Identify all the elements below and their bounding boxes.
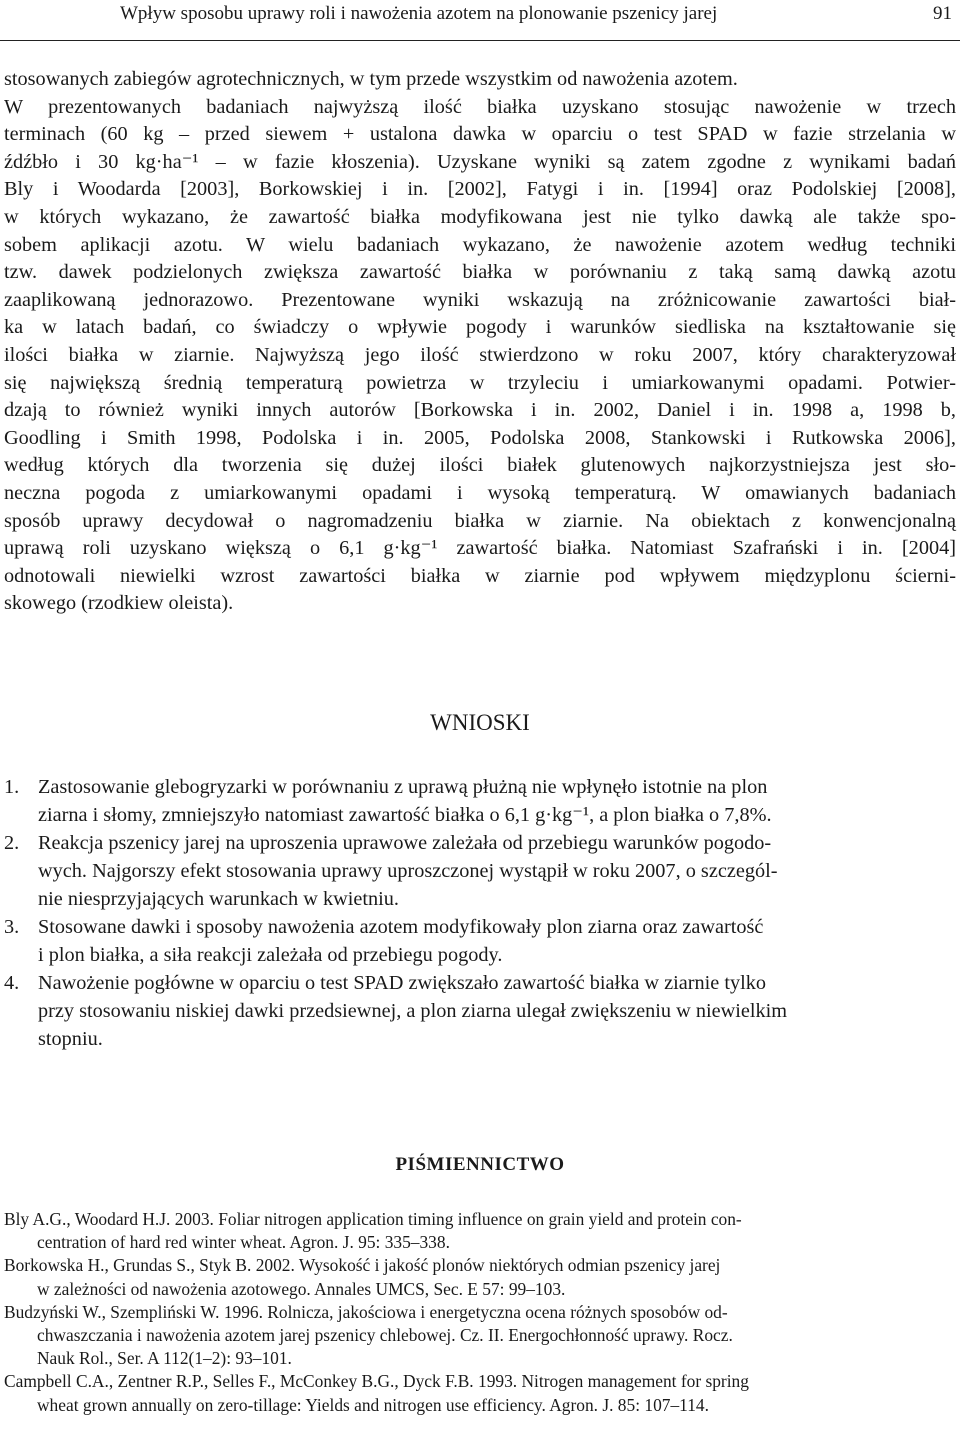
reference-entry	[4, 1301, 956, 1371]
paragraph-line: Bly i Woodarda [2003], Borkowskiej i in. [2002], Fatygi i in. [1994] oraz Podolskiej [2008],	[4, 178, 956, 201]
reference-line: Bly A.G., Woodard H.J. 2003. Foliar nitrogen application timing influence on grain yield and protein con-	[4, 1209, 742, 1229]
body-paragraph	[4, 66, 956, 618]
reference-entry	[4, 1370, 956, 1416]
conclusion-line: i plon białka, a siła reakcji zależała od przebiegu pogody.	[38, 944, 503, 966]
conclusion-item	[4, 969, 956, 1053]
paragraph-line: terminach (60 kg – przed siewem + ustalona dawka w oparciu o test SPAD w fazie strzelania w	[4, 123, 956, 146]
reference-line: Nauk Rol., Ser. A 112(1–2): 93–101.	[37, 1348, 292, 1369]
running-title: Wpływ sposobu uprawy roli i nawożenia azotem na plonowanie pszenicy jarej	[120, 3, 718, 24]
running-header	[0, 0, 960, 41]
conclusion-item	[4, 829, 956, 913]
paragraph-line: W prezentowanych badaniach najwyższą ilość białka uzyskano stosując nawożenie w trzech	[4, 95, 956, 118]
paragraph-line: tzw. dawek podzielonych zwiększa zawartość białka w porównaniu z taką samą dawką azotu	[4, 261, 956, 284]
conclusions-list	[4, 773, 956, 1053]
paragraph-line: ka w latach badań, co świadczy o wpływie pogody i warunków siedliska na kształtowanie się	[4, 316, 956, 339]
paragraph-line: skowego (rzodkiew oleista).	[4, 592, 234, 615]
conclusion-line: stopniu.	[38, 1028, 103, 1050]
conclusion-number: 1.	[4, 776, 20, 798]
conclusion-line: Reakcja pszenicy jarej na uproszenia uprawowe zależała od przebiegu warunków pogodo-	[38, 832, 772, 854]
paragraph-line: ilości białka w ziarnie. Najwyższą jego ilość stwierdzono w roku 2007, który charakteryzował	[4, 343, 956, 366]
paragraph-line: neczna pogoda z umiarkowanymi opadami i wysoką temperaturą. W omawianych badaniach	[4, 481, 956, 504]
references-heading: PIŚMIENNICTWO	[395, 1154, 565, 1175]
paragraph-line: dzają to również wyniki innych autorów [Borkowska i in. 2002, Daniel i in. 1998 a, 1998 b,	[4, 399, 956, 422]
paragraph-line: uprawą roli uzyskano większą o 6,1 g·kg⁻¹ zawartość białka. Natomiast Szafrański i in. [2004]	[4, 537, 956, 560]
reference-line: wheat grown annually on zero-tillage: Yields and nitrogen use efficiency. Agron. J. 85: 107–114.	[37, 1394, 709, 1415]
reference-line: Borkowska H., Grundas S., Styk B. 2002. Wysokość i jakość plonów niektórych odmian pszenicy jarej	[4, 1255, 721, 1276]
paragraph-line: Goodling i Smith 1998, Podolska i in. 2005, Podolska 2008, Stankowski i Rutkowska 2006],	[4, 426, 956, 449]
conclusion-number: 3.	[4, 916, 20, 938]
paragraph-line: w których wykazano, że zawartość białka modyfikowana jest nie tylko dawką ale także spo-	[4, 205, 956, 228]
conclusion-item	[4, 773, 956, 829]
paragraph-line: stosowanych zabiegów agrotechnicznych, w tym przede wszystkim od nawożenia azotem.	[4, 68, 738, 90]
reference-line: chwaszczania i nawożenia azotem jarej pszenicy chlebowej. Cz. II. Energochłonność uprawy. Rocz.	[37, 1324, 733, 1345]
reference-line: Budzyński W., Szempliński W. 1996. Rolnicza, jakościowa i energetyczna ocena różnych sposobów od-	[4, 1301, 728, 1322]
paragraph-line: według których dla tworzenia się dużej ilości białek glutenowych najkorzystniejsza jest sło-	[4, 454, 956, 477]
conclusion-line: nie niesprzyjających warunkach w kwietniu.	[38, 888, 399, 910]
conclusion-number: 2.	[4, 832, 20, 854]
conclusion-line: Nawożenie pogłówne w oparciu o test SPAD zwiększało zawartość białka w ziarnie tylko	[38, 972, 767, 994]
paragraph-line: źdźbło i 30 kg·ha⁻¹ – w fazie kłoszenia). Uzyskane wyniki są zatem zgodne z wynikami badań	[4, 150, 956, 173]
conclusion-line: wych. Najgorszy efekt stosowania uprawy uproszczonej wystąpił w roku 2007, o szczegól-	[38, 860, 778, 882]
reference-entry	[4, 1254, 956, 1300]
conclusion-line: ziarna i słomy, zmniejszyło natomiast zawartość białka o 6,1 g·kg⁻¹, a plon białka o 7,8%.	[38, 804, 772, 826]
paragraph-line: odnotowali niewielki wzrost zawartości białka w ziarnie pod wpływem międzyplonu ścierni-	[4, 564, 956, 587]
conclusion-line: Stosowane dawki i sposoby nawożenia azotem modyfikowały plon ziarna oraz zawartość	[38, 916, 764, 938]
page-number: 91	[933, 3, 952, 24]
reference-line: centration of hard red winter wheat. Agron. J. 95: 335–338.	[37, 1232, 450, 1253]
conclusion-item	[4, 913, 956, 969]
references-list	[4, 1208, 956, 1417]
paragraph-line: zaaplikowaną jednorazowo. Prezentowane wyniki wskazują na zróżnicowanie zawartości biał-	[4, 288, 956, 311]
reference-entry	[4, 1208, 956, 1254]
paragraph-line: sobem aplikacji azotu. W wielu badaniach wykazano, że nawożenie azotem według techniki	[4, 233, 956, 256]
reference-line: w zależności od nawożenia azotowego. Annales UMCS, Sec. E 57: 99–103.	[37, 1278, 566, 1299]
conclusion-number: 4.	[4, 972, 20, 994]
paragraph-line: sposób uprawy decydował o nagromadzeniu białka w ziarnie. Na obiektach z konwencjonalną	[4, 509, 956, 532]
conclusions-heading: WNIOSKI	[430, 710, 530, 735]
conclusion-line: przy stosowaniu niskiej dawki przedsiewnej, a plon ziarna ulegał zwiększeniu w niewielkim	[38, 1000, 788, 1022]
conclusion-line: Zastosowanie glebogryzarki w porównaniu z uprawą płużną nie wpłynęło istotnie na plon	[38, 776, 768, 798]
reference-line: Campbell C.A., Zentner R.P., Selles F., McConkey B.G., Dyck F.B. 1993. Nitrogen management for spring	[4, 1371, 749, 1392]
paragraph-line: się największą średnią temperaturą powietrza w trzyleciu i umiarkowanymi opadami. Potwier-	[4, 371, 956, 394]
